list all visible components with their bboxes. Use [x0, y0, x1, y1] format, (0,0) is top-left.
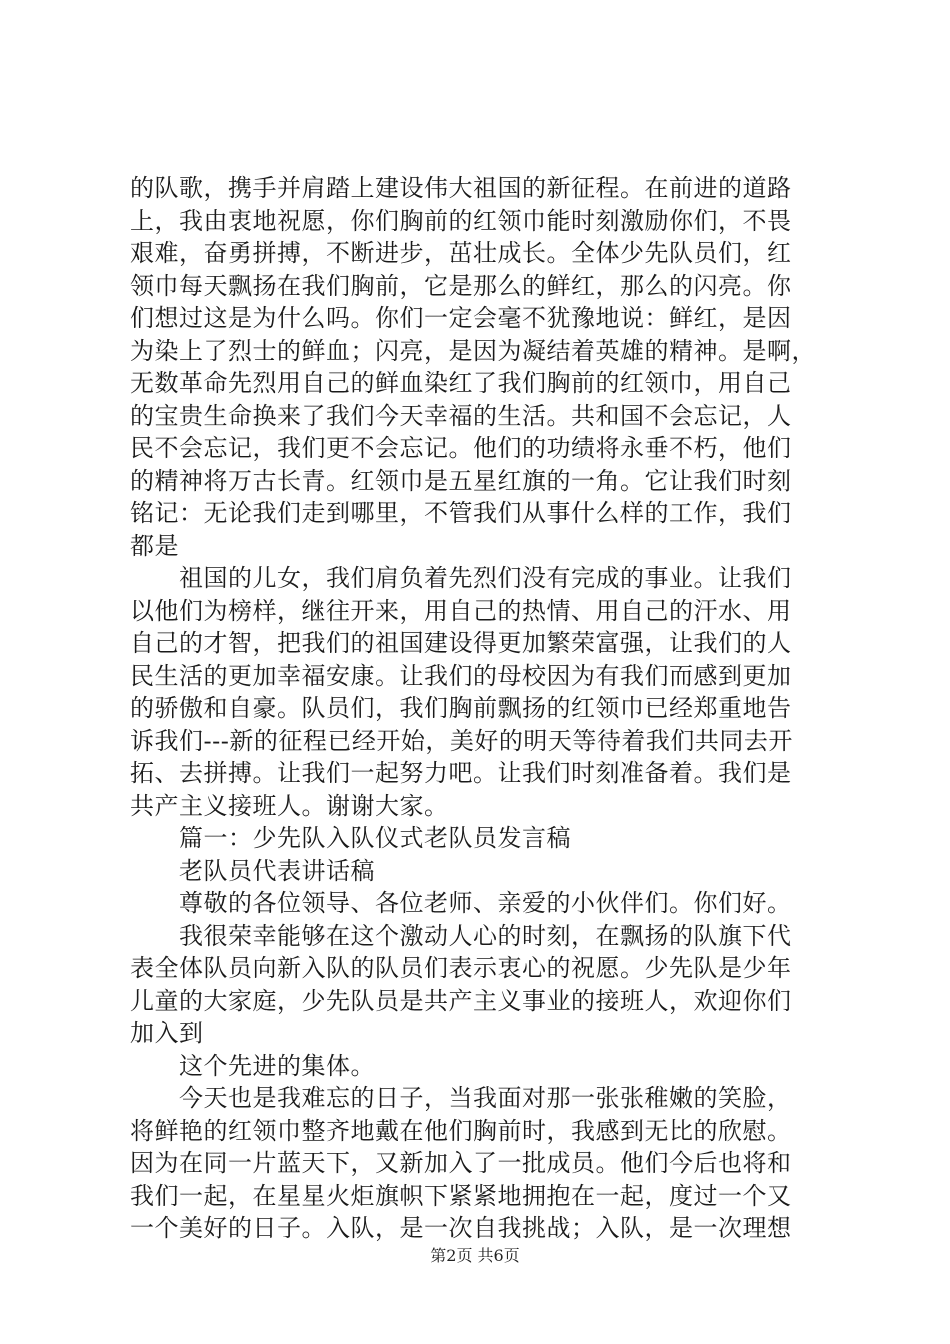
text-line: 无数革命先烈用自己的鲜血染红了我们胸前的红领巾，用自己 — [130, 369, 792, 397]
text-line: 今天也是我难忘的日子，当我面对那一张张稚嫩的笑脸， — [179, 1084, 792, 1112]
text-line: 一个美好的日子。入队，是一次自我挑战；入队，是一次理想 — [130, 1214, 792, 1242]
text-line: 尊敬的各位领导、各位老师、亲爱的小伙伴们。你们好。 — [179, 889, 792, 917]
text-line: 共产主义接班人。谢谢大家。 — [130, 791, 449, 820]
text-line: 以他们为榜样，继往开来，用自己的热情、用自己的汗水、用 — [130, 596, 792, 625]
text-line: 我很荣幸能够在这个激动人心的时刻，在飘扬的队旗下代 — [179, 921, 792, 950]
text-line: 的宝贵生命换来了我们今天幸福的生活。共和国不会忘记，人 — [130, 401, 792, 430]
text-line: 诉我们---新的征程已经开始，美好的明天等待着我们共同去开 — [130, 726, 793, 755]
text-line: 因为在同一片蓝天下，又新加入了一批成员。他们今后也将和 — [130, 1149, 792, 1177]
text-line: 儿童的大家庭，少先队员是共产主义事业的接班人，欢迎你们 — [130, 986, 792, 1015]
text-line: 的骄傲和自豪。队员们，我们胸前飘扬的红领巾已经郑重地告 — [130, 694, 792, 722]
text-line: 我们一起，在星星火炬旗帜下紧紧地拥抱在一起，度过一个又 — [130, 1181, 792, 1210]
text-line: 的队歌，携手并肩踏上建设伟大祖国的新征程。在前进的道路 — [130, 174, 792, 202]
text-line: 为染上了烈士的鲜血；闪亮，是因为凝结着英雄的精神。是啊， — [130, 336, 816, 365]
section-subheading: 老队员代表讲话稿 — [179, 856, 375, 885]
text-line: 的精神将万古长青。红领巾是五星红旗的一角。它让我们时刻 — [130, 466, 792, 495]
text-line: 自己的才智，把我们的祖国建设得更加繁荣富强，让我们的人 — [130, 629, 792, 657]
section-heading: 篇一：少先队入队仪式老队员发言稿 — [179, 824, 571, 852]
text-line: 铭记：无论我们走到哪里，不管我们从事什么样的工作，我们 — [130, 499, 792, 527]
text-line: 都是 — [130, 531, 179, 560]
text-line: 将鲜艳的红领巾整齐地戴在他们胸前时，我感到无比的欣慰。 — [130, 1116, 792, 1145]
text-line: 艰难，奋勇拼搏，不断进步，茁壮成长。全体少先队员们，红 — [130, 239, 792, 267]
text-line: 上，我由衷地祝愿，你们胸前的红领巾能时刻激励你们，不畏 — [130, 206, 792, 235]
text-line: 拓、去拼搏。让我们一起努力吧。让我们时刻准备着。我们是 — [130, 759, 792, 787]
text-line: 祖国的儿女，我们肩负着先烈们没有完成的事业。让我们 — [179, 564, 792, 592]
text-line: 加入到 — [130, 1019, 204, 1047]
document-body — [130, 172, 830, 1245]
text-line: 这个先进的集体。 — [179, 1051, 375, 1080]
text-line: 表全体队员向新入队的队员们表示衷心的祝愿。少先队是少年 — [130, 954, 792, 982]
page-number-footer: 第2页 共6页 — [430, 1246, 520, 1265]
text-line: 民不会忘记，我们更不会忘记。他们的功绩将永垂不朽，他们 — [130, 434, 792, 462]
text-line: 民生活的更加幸福安康。让我们的母校因为有我们而感到更加 — [130, 661, 792, 690]
text-line: 领巾每天飘扬在我们胸前，它是那么的鲜红，那么的闪亮。你 — [130, 271, 792, 300]
text-line: 们想过这是为什么吗。你们一定会毫不犹豫地说：鲜红，是因 — [130, 304, 792, 332]
